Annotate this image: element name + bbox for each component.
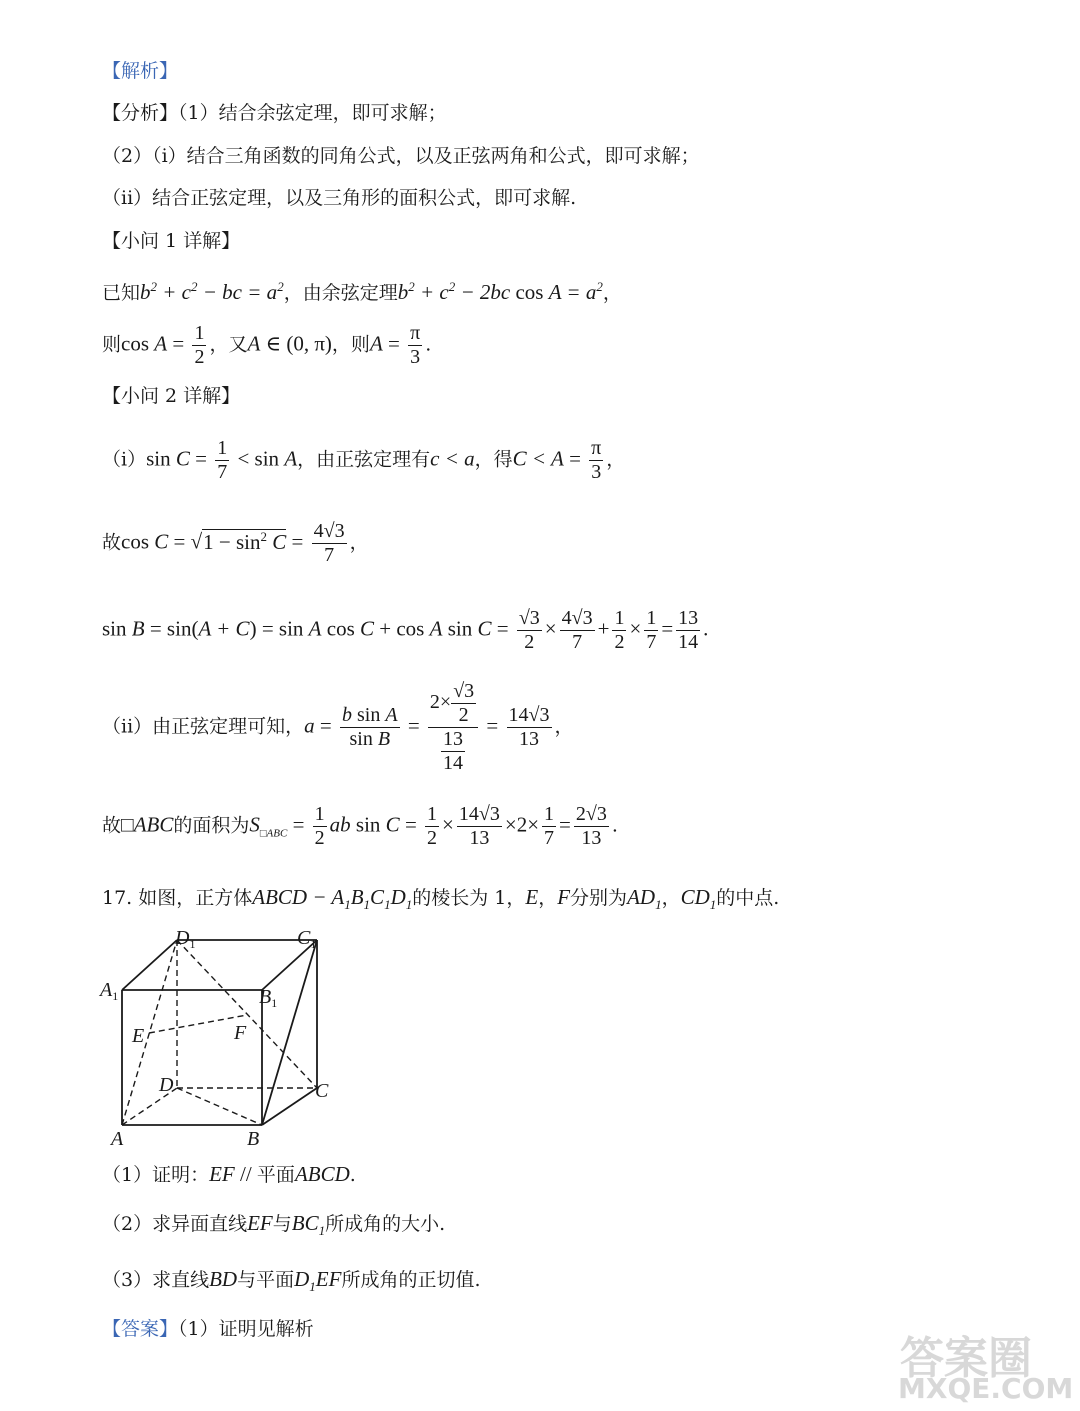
label-b1: $B_1$	[259, 986, 278, 1010]
problem-17-part1: （1）证明：EF // 平面ABCD.	[102, 1162, 356, 1186]
label-c: C	[315, 1080, 329, 1102]
watermark-url: MXQE.COM	[898, 1372, 1074, 1405]
q2-area-line: 故□ABC的面积为$S_{□ABC}$ = $\frac{1}{2}$ ab sin C = $\frac{1}{2}$ × $\frac{14√3}{13}$ ×2× $\frac{1}{7}$ = $\frac{2√3}{13}$ .	[102, 803, 618, 849]
answer-line: 【答案】（1）证明见解析	[102, 1318, 314, 1340]
watermark-logo: 答案圈	[900, 1333, 1032, 1384]
q2-ii-line: （ii）由正弦定理可知，a = $\frac{\text{b sin A}}{\text{sin B}}$ = 2× $\frac{√3}{2}$ $\frac{13}{14}$ = $\frac{14√3}{13}$ ，	[102, 680, 574, 774]
q1-line-2: 则cos A = $\frac{1}{2}$ ，又A ∈ (0, π)，则A = $\frac{\pi}{3}$ .	[102, 322, 432, 368]
analysis-line-2: （2）（i）结合三角函数的同角公式，以及正弦两角和公式，即可求解；	[102, 145, 700, 167]
label-d: D	[159, 1074, 174, 1096]
problem-17-stem: 17. 如图，正方体ABCD − $A_1B_1C_1D_1$的棱长为 1，E，F分别为$AD_1$，$CD_1$的中点.	[102, 885, 780, 913]
label-a: A	[111, 1128, 124, 1150]
q2-heading: 【小问 2 详解】	[102, 385, 241, 407]
label-e: E	[132, 1025, 145, 1047]
problem-17-part3: （3）求直线BD与平面$D_1EF$所成角的正切值.	[102, 1267, 481, 1295]
label-f: F	[234, 1022, 247, 1044]
label-c1: $C_1$	[297, 927, 317, 951]
q2-sinb-line: sin B = sin(A + C) = sin A cos C + cos A sin C = $\frac{√3}{2}$ × $\frac{4√3}{7}$ + $\frac{1}{2}$ × $\frac{1}{7}$ = $\frac{13}{14}$ .	[102, 607, 709, 653]
label-b: B	[247, 1128, 260, 1150]
q2-cos-line: 故$\cos C = √1 - \sin^2 C$ = $\frac{4√3}{7}$ ，	[102, 520, 369, 566]
q2-i-line: （i）sin C = $\frac{1}{7}$ < sin A，由正弦定理有c < a，得C < A = $\frac{\pi}{3}$ ，	[102, 437, 626, 483]
label-d1: $D_1$	[175, 927, 196, 951]
problem-17-part2: （2）求异面直线EF与$BC_1$所成角的大小.	[102, 1211, 446, 1239]
q1-heading: 【小问 1 详解】	[102, 230, 241, 252]
analysis-line-3: （ii）结合正弦定理，以及三角形的面积公式，即可求解.	[102, 187, 577, 209]
analysis-line-1: 【分析】（1）结合余弦定理，即可求解；	[102, 102, 447, 124]
jiexi-heading: 【解析】	[102, 60, 179, 82]
label-a1: $A_1$	[100, 979, 119, 1003]
q1-line-1: 已知$b^2 + c^2$ − bc = $a^2$，由余弦定理$b^2 + c^2 - 2bc$ $\cos A = a^2$，	[102, 279, 622, 304]
cube-figure	[95, 925, 355, 1155]
